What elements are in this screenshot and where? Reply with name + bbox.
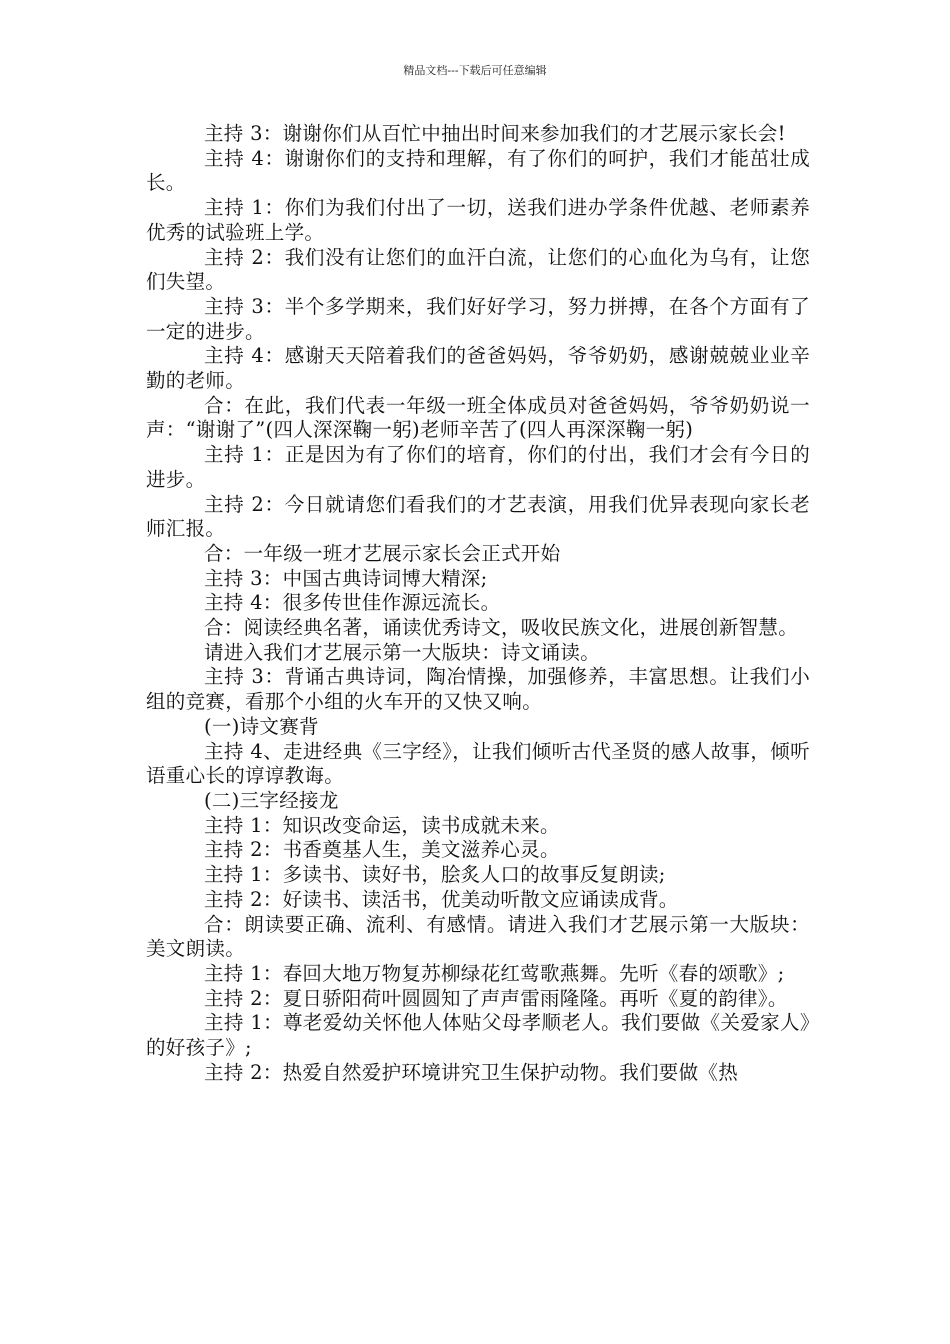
paragraph: 请进入我们才艺展示第一大版块：诗文诵读。 (204, 640, 601, 664)
paragraph: 主持 3：中国古典诗词博大精深; (204, 566, 488, 590)
paragraph: 主持 1：春回大地万物复苏柳绿花红莺歌燕舞。先听《春的颂歌》; (204, 961, 785, 985)
paragraph: 主持 2：今日就请您们看我们的才艺表演，用我们优异表现向家长老师汇报。 (146, 492, 810, 541)
paragraph: 主持 2：我们没有让您们的血汗白流，让您们的心血化为乌有，让您们失望。 (146, 245, 810, 294)
paragraph: 主持 2：好读书、读活书，优美动听散文应诵读成背。 (204, 887, 679, 911)
paragraph: 主持 1：尊老爱幼关怀他人体贴父母孝顺老人。我们要做《关爱家人》的好孩子》; (146, 1011, 810, 1060)
paragraph: 主持 3：谢谢你们从百忙中抽出时间来参加我们的才艺展示家长会! (204, 122, 786, 145)
paragraph: 主持 2：书香奠基人生，美文滋养心灵。 (204, 838, 560, 862)
paragraph: 主持 1：多读书、读好书，脍炙人口的故事反复朗读; (204, 863, 666, 887)
paragraph: 主持 2：夏日骄阳荷叶圆圆知了声声雷雨隆隆。再听《夏的韵律》。 (204, 986, 788, 1010)
paragraph: 合：朗读要正确、流利、有感情。请进入我们才艺展示第一大版块：美文朗读。 (146, 912, 810, 961)
paragraph: 主持 2：热爱自然爱护环境讲究卫生保护动物。我们要做《热 (204, 1060, 739, 1084)
paragraph: 主持 1：知识改变命运，读书成就未来。 (204, 813, 560, 837)
page-header: 精品文档---下载后可任意编辑 (403, 64, 547, 77)
paragraph: 合：在此，我们代表一年级一班全体成员对爸爸妈妈，爷爷奶奶说一声：“谢谢了”(四人深深鞠一躬)老师辛苦了(四人再深深鞠一躬) (146, 393, 810, 442)
paragraph: 主持 4：谢谢你们的支持和理解，有了你们的呵护，我们才能茁壮成长。 (146, 146, 810, 195)
paragraph: 合：阅读经典名著，诵读优秀诗文，吸收民族文化，进展创新智慧。 (204, 616, 799, 640)
document-body (146, 122, 810, 1085)
paragraph: 合：一年级一班才艺展示家长会正式开始 (204, 541, 561, 565)
section-heading: (一)诗文赛背 (204, 714, 319, 738)
paragraph: 主持 1：正是因为有了你们的培育，你们的付出，我们才会有今日的进步。 (146, 443, 810, 491)
paragraph: 主持 3：半个多学期来，我们好好学习，努力拼搏，在各个方面有了一定的进步。 (146, 294, 810, 343)
paragraph: 主持 3：背诵古典诗词，陶冶情操，加强修养，丰富思想。让我们小组的竞赛，看那个小组的火车开的又快又响。 (146, 665, 810, 714)
paragraph: 主持 4：感谢天天陪着我们的爸爸妈妈，爷爷奶奶，感谢兢兢业业辛勤的老师。 (146, 344, 810, 393)
paragraph: 主持 1：你们为我们付出了一切，送我们进办学条件优越、老师素养优秀的试验班上学。 (146, 196, 810, 244)
section-heading: (二)三字经接龙 (204, 788, 339, 812)
paragraph: 主持 4、走进经典《三字经》，让我们倾听古代圣贤的感人故事，倾听语重心长的谆谆教诲。 (146, 739, 810, 788)
paragraph: 主持 4：很多传世佳作源远流长。 (204, 591, 501, 615)
